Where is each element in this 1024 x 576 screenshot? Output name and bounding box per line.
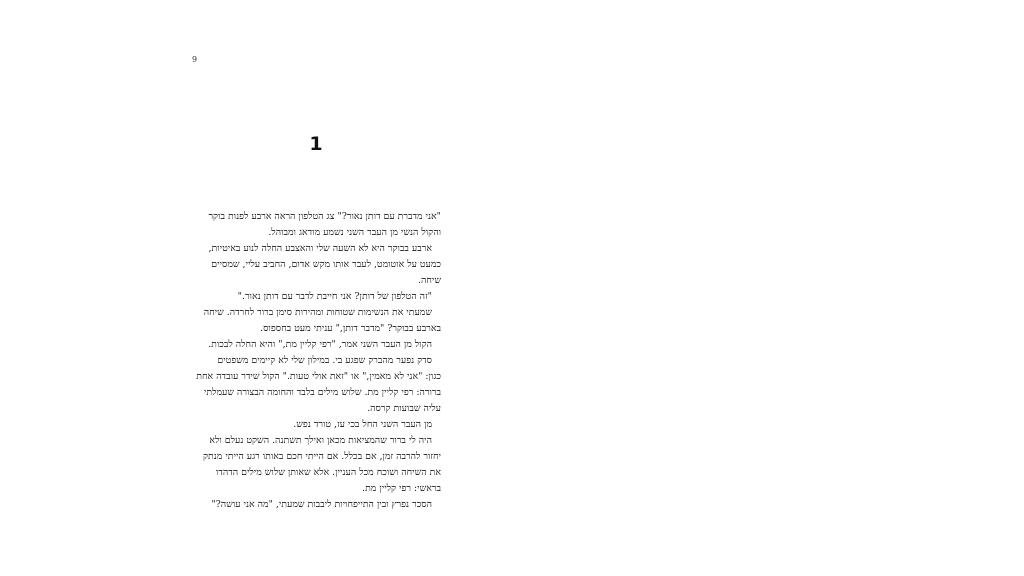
text-line: היה לי ברור שהמציאות מכאן ואילך תשתנה. השקט נעלם ולא — [209, 435, 432, 446]
text-line: עליה שבועות קרסה. — [367, 403, 441, 414]
text-line: בראשי: רפי קליין מת. — [362, 483, 441, 494]
text-line: יחזור להרבה זמן, אם בכלל. אם הייתי חכם באותו רגע הייתי מנתק — [203, 451, 441, 462]
page-number: 9 — [192, 55, 198, 64]
chapter-number: 1 — [309, 133, 323, 155]
text-line: סדק נפער מהברק שפגע בי. במילון שלי לא קיימים משפטים — [217, 355, 432, 366]
chapter-body-text — [190, 209, 441, 513]
text-line: ארבע בבוקר היא לא השעה שלי והאצבע החלה לנוע באיטיות, — [208, 243, 432, 254]
text-line: "אני מדברת עם דותן נאור?" צג הטלפון הראה ארבע לפנות בוקר — [208, 211, 441, 222]
text-line: הקול מן העבר השני אמר, "רפי קליין מת," והיא החלה לבכות. — [208, 339, 432, 350]
text-line: בארבע בבוקר? "מדבר דותן," עניתי מעט בחספוס. — [260, 323, 441, 334]
text-line: ברורה: רפי קליין מת. שלוש מילים בלבד והחומה הבצורה שעמלתי — [203, 387, 441, 398]
text-line: "זה הטלפון של דותן? אני חייבת לדבר עם דותן נאור." — [237, 291, 432, 302]
text-line: מן העבר השני החל בכי עז, טורד נפש. — [293, 419, 432, 430]
text-line: כגון: "אני לא מאמין," או "זאת אולי טעות." הקול שידר עובדה אחת — [196, 371, 441, 382]
text-line: שיחה. — [417, 275, 441, 286]
text-line: כמעט על אוטומט, לעבר אותו מקש אדום, החביב עליי, שמסיים — [211, 259, 441, 270]
text-line: שמעתי את הנשימות שטוחות ומהירות סימן ברור לחרדה. שיחה — [203, 307, 432, 318]
text-line: הסכר נפרץ ובין התייפחויות ליבבות שמעתי, "מה אני עושה?" — [211, 499, 432, 510]
text-line: את השיחה ושוכח מכל העניין. אלא שאותן שלוש מילים הדהדו — [215, 467, 441, 478]
text-line: והקול הנשי מן העבר השני נשמע מודאג ומבוהל. — [268, 227, 441, 238]
